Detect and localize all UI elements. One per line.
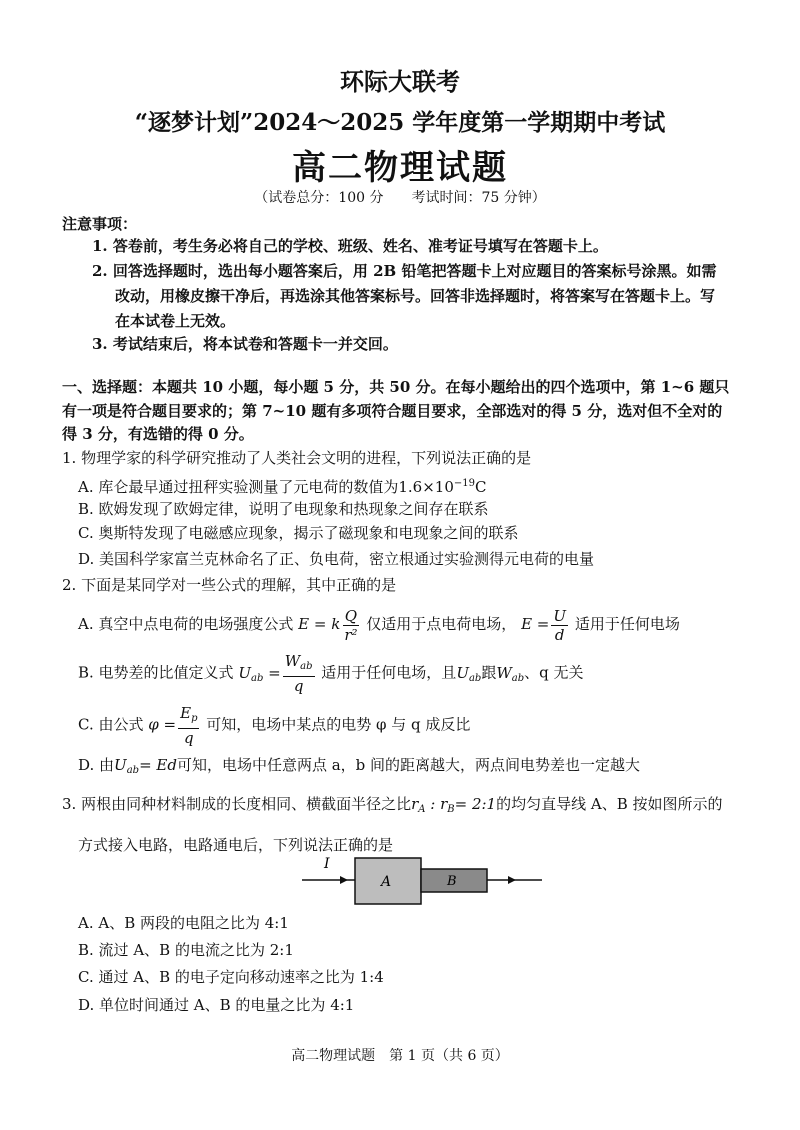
q2-symbol-uab-d: $U_{ab}$ bbox=[114, 756, 140, 776]
note-2-line3: 在本试卷上无效。 bbox=[115, 312, 236, 330]
q3-option-c: C. 通过 A、B 的电子定向移动速率之比为 1:4 bbox=[78, 968, 384, 986]
q2-option-b-mid: 适用于任何电场，且 bbox=[321, 663, 457, 682]
q3-stem-pre: 3. 两根由同种材料制成的长度相同、横截面半径之比 bbox=[62, 795, 412, 813]
q3-option-b: B. 流过 A、B 的电流之比为 2:1 bbox=[78, 941, 294, 959]
q2-fraction-wab-q: $\frac{W_{ab}}{q}$ bbox=[284, 652, 313, 695]
q2-option-c-pre: C. 由公式 bbox=[78, 715, 144, 734]
q2-option-d-post: 可知，电场中任意两点 a，b 间的距离越大，两点间电势差也一定越大 bbox=[176, 756, 641, 774]
q2-formula-phi: φ = bbox=[148, 715, 177, 734]
exam-union-title: 环际大联考 bbox=[340, 67, 460, 96]
q3-ratio-value: = 2:1 bbox=[454, 795, 497, 813]
q2-symbol-wab: $W_{ab}$ bbox=[496, 663, 525, 684]
q1-option-a-value: 1.6×10 bbox=[398, 478, 454, 496]
current-arrow-right-icon bbox=[508, 876, 516, 884]
q1-option-a-exponent: −19 bbox=[453, 478, 475, 489]
q2-option-d-eq: = Ed bbox=[139, 756, 177, 774]
q1-option-a bbox=[78, 474, 486, 497]
exam-session-title: “逐梦计划”2024～2025 学年度第一学期期中考试 bbox=[134, 109, 666, 136]
q1-option-a-text: A. 库仑最早通过扭秤实验测量了元电荷的数值为 bbox=[78, 478, 399, 496]
q2-symbol-uab: $U_{ab}$ bbox=[456, 663, 482, 684]
section1-intro-line3: 得 3 分，有选错的得 0 分。 bbox=[62, 425, 254, 443]
q3-ratio-symbols: $r_A$ : $r_B$ bbox=[411, 795, 455, 815]
section1-intro-line2: 有一项是符合题目要求的；第 7~10 题有多项符合题目要求，全部选对的得 5 分，选对但不全对的 bbox=[62, 402, 723, 420]
q2-option-a-pre: A. 真空中点电荷的电场强度公式 bbox=[78, 615, 294, 633]
page-footer: 高二物理试题 第 1 页（共 6 页） bbox=[291, 1048, 509, 1064]
exam-meta: （试卷总分：100 分 考试时间：75 分钟） bbox=[254, 190, 546, 206]
q2-option-c bbox=[78, 704, 470, 747]
q1-option-d: D. 美国科学家富兰克林命名了正、负电荷，密立根通过实验测得元电荷的电量 bbox=[78, 550, 595, 568]
q1-option-a-unit: C bbox=[475, 478, 487, 496]
q3-option-d: D. 单位时间通过 A、B 的电量之比为 4:1 bbox=[78, 996, 355, 1014]
note-3: 3. 考试结束后，将本试卷和答题卡一并交回。 bbox=[92, 335, 398, 353]
q3-option-a: A. A、B 两段的电阻之比为 4:1 bbox=[78, 914, 289, 932]
current-arrow-icon bbox=[340, 876, 348, 884]
q2-option-c-post: 可知，电场中某点的电势 φ 与 q 成反比 bbox=[206, 715, 471, 734]
q2-fraction-ep-q: $\frac{E_p}{q}$ bbox=[180, 704, 198, 747]
note-1: 1. 答卷前，考生务必将自己的学校、班级、姓名、准考证号填写在答题卡上。 bbox=[92, 237, 608, 255]
q2-formula-e1: E = k bbox=[298, 615, 341, 633]
q2-option-a-mid: 仅适用于点电荷电场， bbox=[366, 615, 517, 633]
note-2-line2: 改动，用橡皮擦干净后，再选涂其他答案标号。回答非选择题时，将答案写在答题卡上。写 bbox=[115, 287, 716, 305]
current-label: I bbox=[324, 856, 330, 872]
conductor-a-label: A bbox=[381, 874, 392, 890]
q1-stem: 1. 物理学家的科学研究推动了人类社会文明的进程，下列说法正确的是 bbox=[62, 449, 532, 467]
conductor-b-label: B bbox=[447, 874, 457, 889]
q2-option-d bbox=[78, 755, 640, 781]
q2-option-a bbox=[78, 606, 680, 644]
q2-option-d-pre: D. 由 bbox=[78, 756, 115, 774]
q2-option-b-mid2: 跟 bbox=[481, 663, 497, 682]
q3-stem-line1 bbox=[62, 794, 723, 820]
note-2-line1: 2. 回答选择题时，选出每小题答案后，用 2B 铅笔把答题卡上对应题目的答案标号涂黑。如需 bbox=[92, 262, 717, 280]
section1-intro-line1: 一、选择题：本题共 10 小题，每小题 5 分，共 50 分。在每小题给出的四个选项中，第 1~6 题只 bbox=[62, 378, 730, 396]
q1-option-b: B. 欧姆发现了欧姆定律，说明了电现象和热现象之间存在联系 bbox=[78, 500, 489, 518]
q3-circuit-figure bbox=[300, 852, 545, 912]
q2-fraction-q-r2: $\frac{Q}{\text{r²}}$ bbox=[344, 606, 358, 644]
q3-stem-line2: 方式接入电路，电路通电后，下列说法正确的是 bbox=[78, 836, 394, 854]
q2-option-a-post: 适用于任何电场 bbox=[574, 615, 680, 633]
q2-option-b-pre: B. 电势差的比值定义式 bbox=[78, 663, 234, 682]
notes-heading: 注意事项： bbox=[62, 215, 138, 233]
q2-stem: 2. 下面是某同学对一些公式的理解，其中正确的是 bbox=[62, 576, 397, 594]
q2-formula-uab: $U_{ab}$ = bbox=[238, 663, 281, 684]
q1-option-c: C. 奥斯特发现了电磁感应现象，揭示了磁现象和电现象之间的联系 bbox=[78, 524, 519, 542]
q2-fraction-u-d: $\frac{U}{d}$ bbox=[553, 606, 567, 644]
q2-formula-e2: E = bbox=[521, 615, 550, 633]
q3-stem-post: 的均匀直导线 A、B 按如图所示的 bbox=[496, 795, 723, 813]
q2-option-b bbox=[78, 652, 584, 697]
q2-option-b-post: 、q 无关 bbox=[524, 663, 584, 682]
exam-subject-title: 高二物理试题 bbox=[292, 148, 508, 188]
